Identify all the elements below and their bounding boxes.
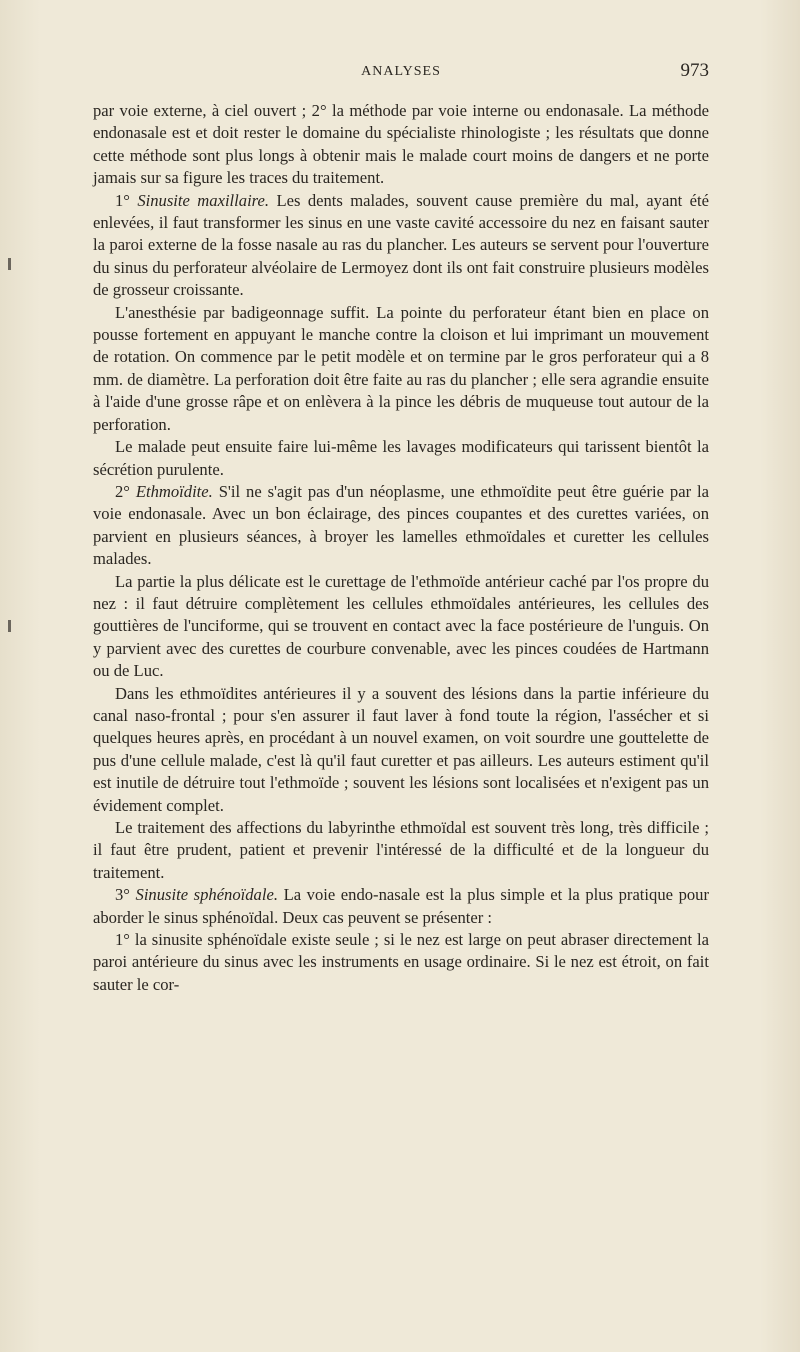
- page-header: [93, 60, 709, 88]
- section-heading: Sinusite maxillaire.: [137, 190, 270, 210]
- paragraph-number: 3°: [115, 885, 136, 905]
- body-text: [93, 100, 709, 996]
- paragraph: [93, 190, 709, 302]
- paragraph-text: Le malade peut ensuite faire lui-même les lavages modificateurs qui tarissent bientôt la sécrétion purulente.: [93, 437, 709, 479]
- page-number: 973: [680, 60, 709, 81]
- paragraph: [93, 929, 709, 996]
- paragraph-text: S'il ne s'agit pas d'un néoplasme, une ethmoïdite peut être guérie par la voie endonasale. Avec un bon éclairage, des pinces coupantes et des curettes variées, on parvient en plusieurs séances, à broyer les lamelles ethmoïdales et curetter les cellules malades.: [93, 481, 709, 569]
- paragraph: [93, 100, 709, 190]
- paragraph-text: Les dents malades, souvent cause première du mal, ayant été enlevées, il faut transformer les sinus en une vaste cavité accessoire du nez en faisant sauter la paroi externe de la fosse nasale au ras du plancher. Les auteurs se servent pour l'ouverture du sinus du perforateur alvéolaire de Lermoyez dont ils ont fait construire plusieurs modèles de grosseur croissante.: [93, 190, 709, 300]
- paragraph-text: Dans les ethmoïdites antérieures il y a souvent des lésions dans la partie inférieure du canal naso-frontal ; pour s'en assurer il faut laver à fond toute la région, l'assécher et si quelques heures après, en procédant à un nouvel examen, on voit sourdre une gouttelette de pus d'une cellule malade, c'est là qu'il faut curetter et pas ailleurs. Les auteurs estiment qu'il est inutile de détruire tout l'ethmoïde ; souvent les lésions sont localisées et n'exigent pas un évidement complet.: [93, 683, 709, 815]
- paragraph-text: La voie endo-nasale est la plus simple et la plus pratique pour aborder le sinus sphénoïdal. Deux cas peuvent se présenter :: [93, 885, 709, 927]
- paragraph: [93, 481, 709, 571]
- margin-mark: [8, 258, 11, 270]
- paragraph: [93, 817, 709, 884]
- paragraph: [93, 884, 709, 929]
- paragraph-text: 1° la sinusite sphénoïdale existe seule ; si le nez est large on peut abraser directement la paroi antérieure du sinus avec les instruments en usage ordinaire. Si le nez est étroit, on fait sauter le cor-: [93, 930, 709, 994]
- running-head: ANALYSES: [361, 64, 441, 79]
- paragraph-number: 2°: [115, 481, 136, 501]
- paragraph-text: Le traitement des affections du labyrinthe ethmoïdal est souvent très long, très difficile ; il faut être prudent, patient et prevenir l'intéressé de la difficulté et de la longueur du traitement.: [93, 818, 709, 882]
- paragraph-text: par voie externe, à ciel ouvert ; 2° la méthode par voie interne ou endonasale. La méthode endonasale est et doit rester le domaine du spécialiste rhinologiste ; les résultats que donne cette méthode sont plus longs à obtenir mais le malade court moins de dangers et ne porte jamais sur sa figure les traces du traitement.: [93, 101, 709, 188]
- paragraph-number: 1°: [115, 190, 138, 210]
- paragraph-text: L'anesthésie par badigeonnage suffit. La pointe du perforateur étant bien en place on pousse fortement en appuyant le manche contre la cloison et lui imprimant un mouvement de rotation. On commence par le petit modèle et on termine par le gros perforateur qui a 8 mm. de diamètre. La perforation doit être faite au ras du plancher ; elle sera agrandie ensuite à l'aide d'une grosse râpe et on enlèvera à la pince les débris de muqueuse tout autour de la perforation.: [93, 302, 709, 434]
- paragraph: [93, 683, 709, 817]
- paragraph-text: La partie la plus délicate est le curettage de l'ethmoïde antérieur caché par l'os propre du nez : il faut détruire complètement les cellules ethmoïdales antérieures, les cellules des gouttières de l'unciforme, qui se trouvent en contact avec la face postérieure de l'unguis. On y parvient avec des curettes de courbure convenable, avec les pinces coudées de Hartmann ou de Luc.: [93, 571, 709, 681]
- section-heading: Ethmoïdite.: [135, 481, 213, 501]
- section-heading: Sinusite sphénoïdale.: [135, 885, 278, 905]
- paragraph: [93, 571, 709, 683]
- margin-mark: [8, 620, 11, 632]
- paragraph: [93, 436, 709, 481]
- paragraph: [93, 302, 709, 436]
